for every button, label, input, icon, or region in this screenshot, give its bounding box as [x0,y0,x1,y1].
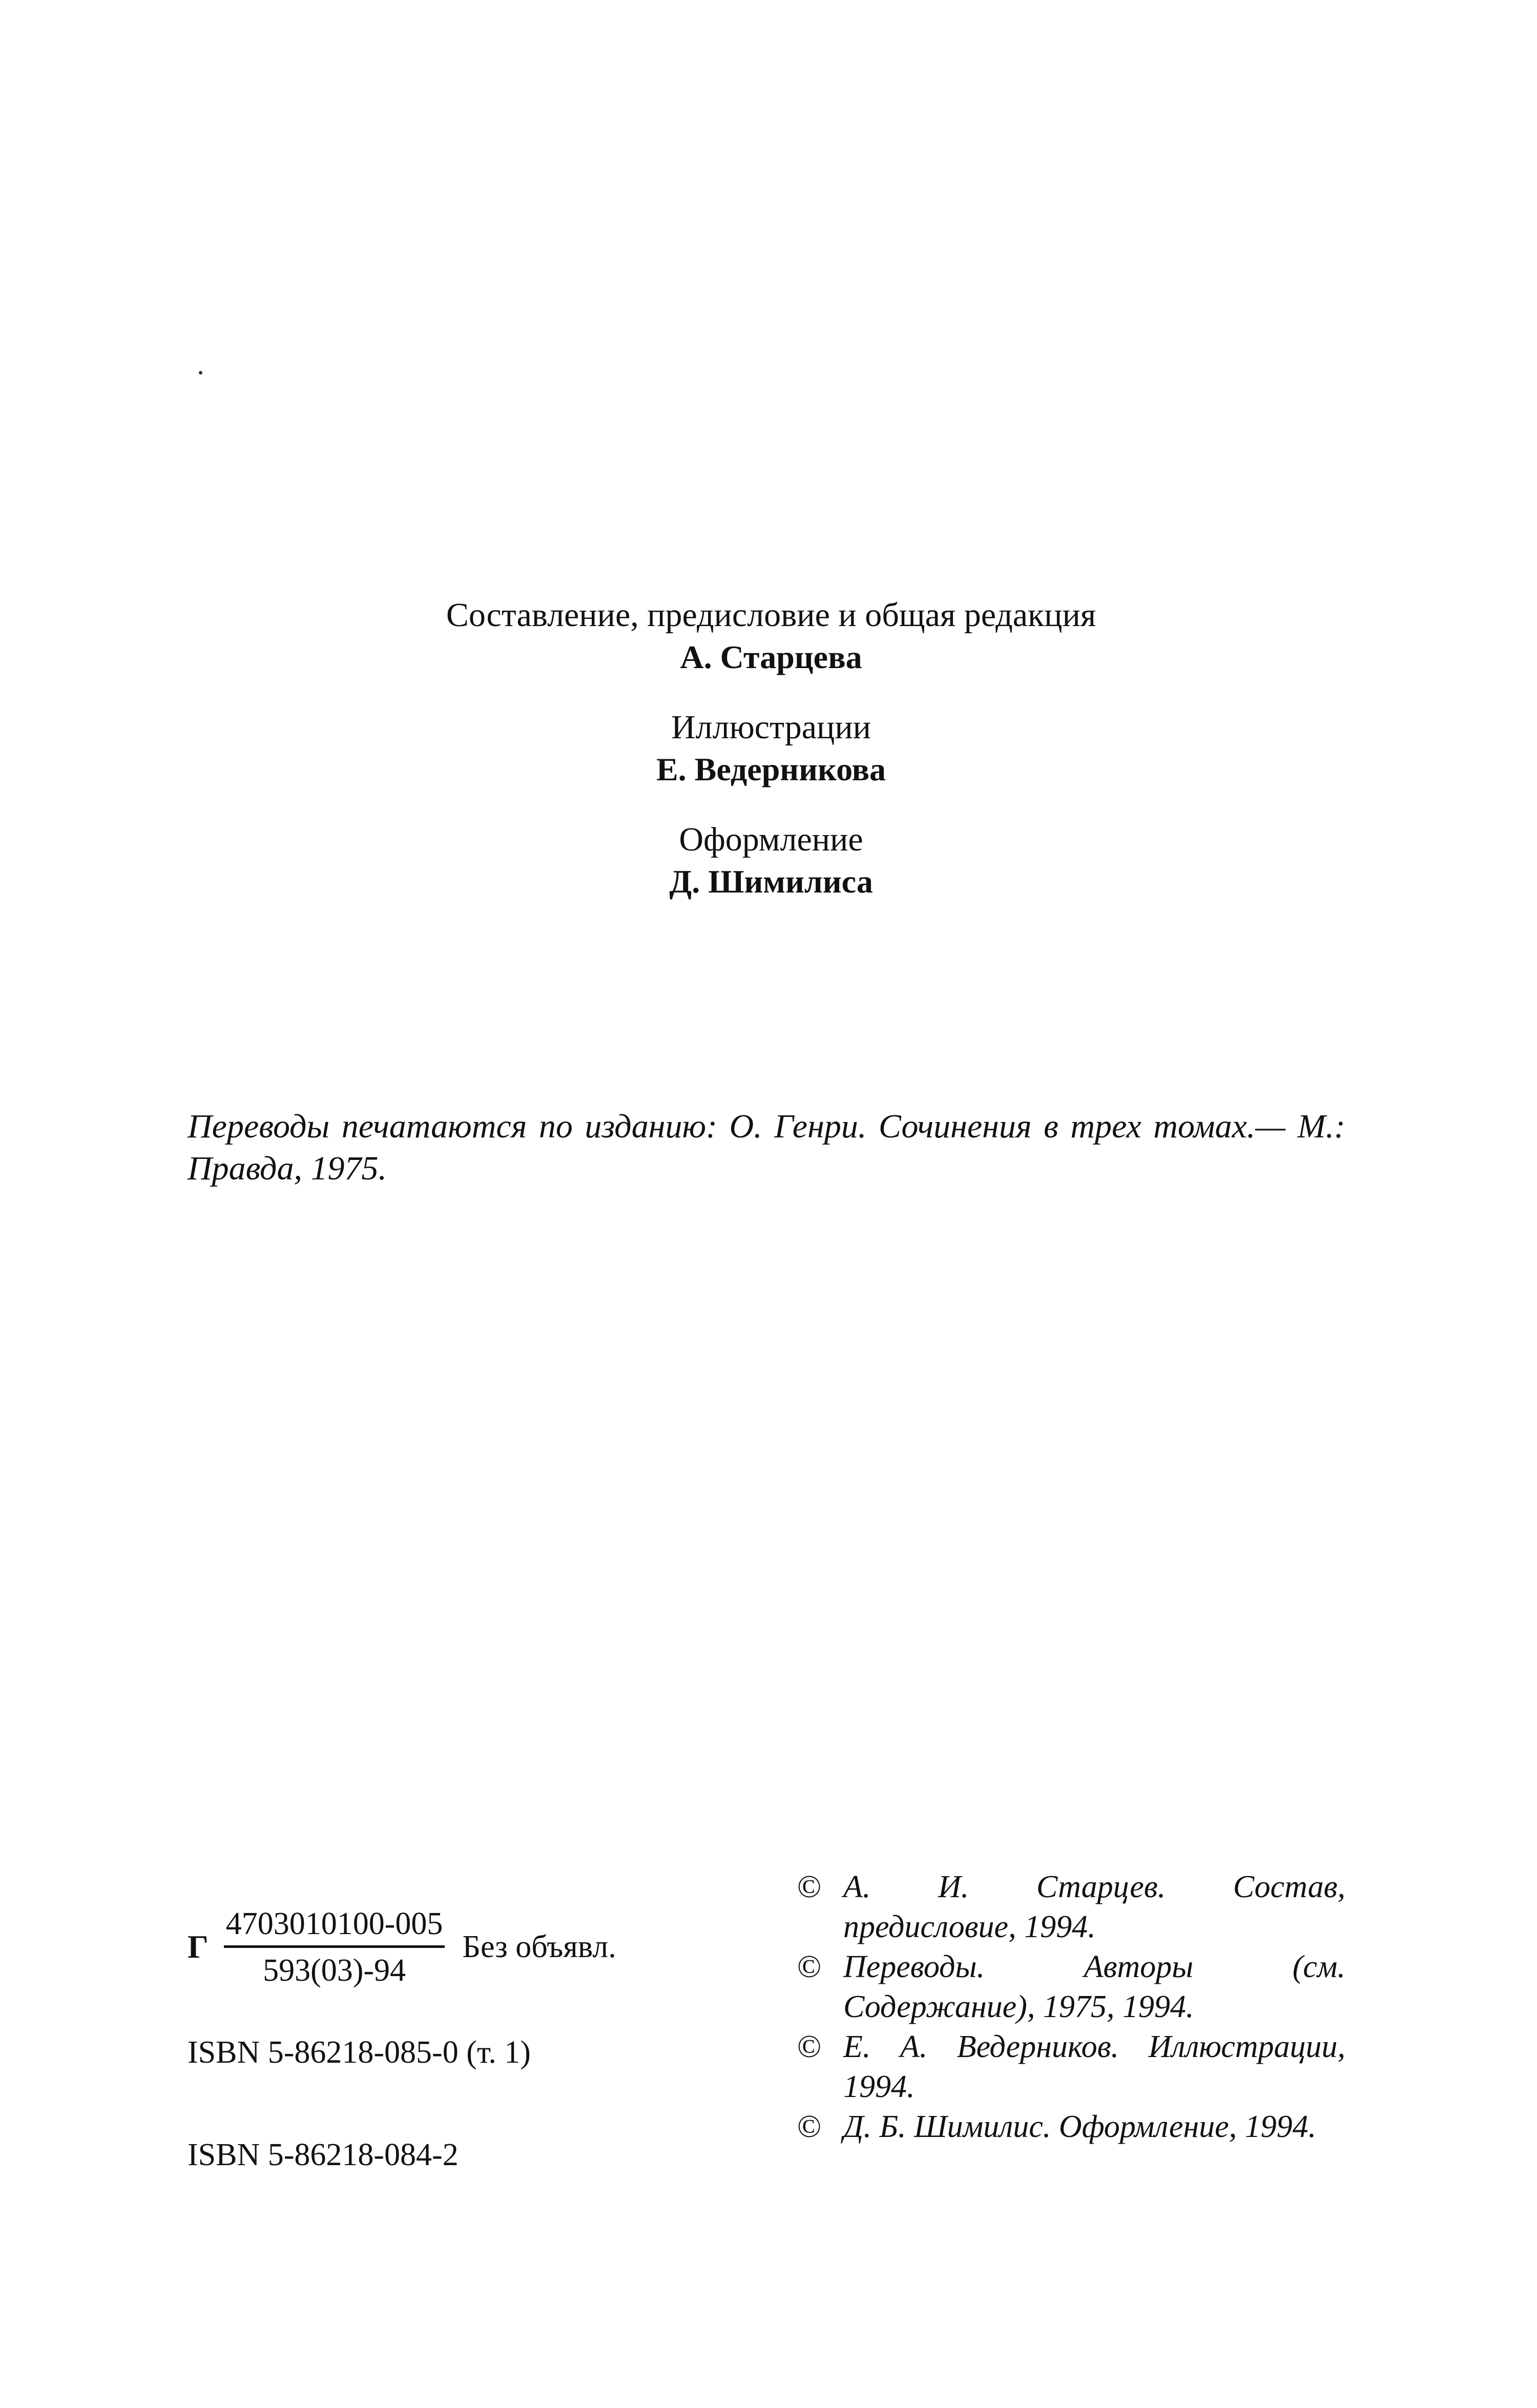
credit-design [307,819,1235,903]
illustrations-label: Иллюстрации [671,709,871,746]
index-letter: Г [188,1928,209,1965]
illustrations-name: Е. Ведерникова [656,751,886,787]
credit-illustrations [307,707,1235,791]
credits-block [307,594,1235,931]
catalog-info [188,1896,700,2172]
copyright-text: Е. А. Ведерников. Иллюстрации, 1994. [843,2029,1345,2104]
copyright-sign: © [797,2109,822,2144]
copyright-text: Переводы. Авторы (см. Содержание), 1975, 1994. [843,1949,1345,2024]
index-numerator: 4703010100-005 [224,1905,445,1948]
compilation-name: А. Старцева [680,639,862,675]
copyright-item [797,2027,1345,2107]
design-name: Д. Шимилиса [669,863,873,900]
copyright-sign: © [797,1870,822,1904]
publishing-index [188,1896,700,1998]
credit-compilation [307,594,1235,678]
copyright-text: Д. Б. Шимилис. Оформление, 1994. [843,2109,1317,2144]
index-denominator: 593(03)-94 [263,1953,406,1988]
no-advert-note: Без объявл. [462,1929,616,1964]
index-fraction [224,1905,445,1989]
compilation-label: Составление, предисловие и общая редакция [446,596,1096,634]
isbn-volume: ISBN 5-86218-085-0 (т. 1) [188,2035,531,2070]
source-edition-note: Переводы печатаются по изданию: О. Генри. Сочинения в трех томах.— М.: Правда, 1975. [188,1108,1345,1187]
copyright-item [797,2107,1345,2147]
copyright-item [797,1867,1345,1947]
print-speck [199,371,202,375]
isbn-set: ISBN 5-86218-084-2 [188,2137,459,2172]
copyright-sign: © [797,2029,822,2064]
copyright-item [797,1947,1345,2027]
design-label: Оформление [679,821,863,858]
copyright-sign: © [797,1949,822,1984]
copyright-list [797,1867,1345,2147]
copyright-text: А. И. Старцев. Состав, предисловие, 1994. [843,1870,1345,1944]
